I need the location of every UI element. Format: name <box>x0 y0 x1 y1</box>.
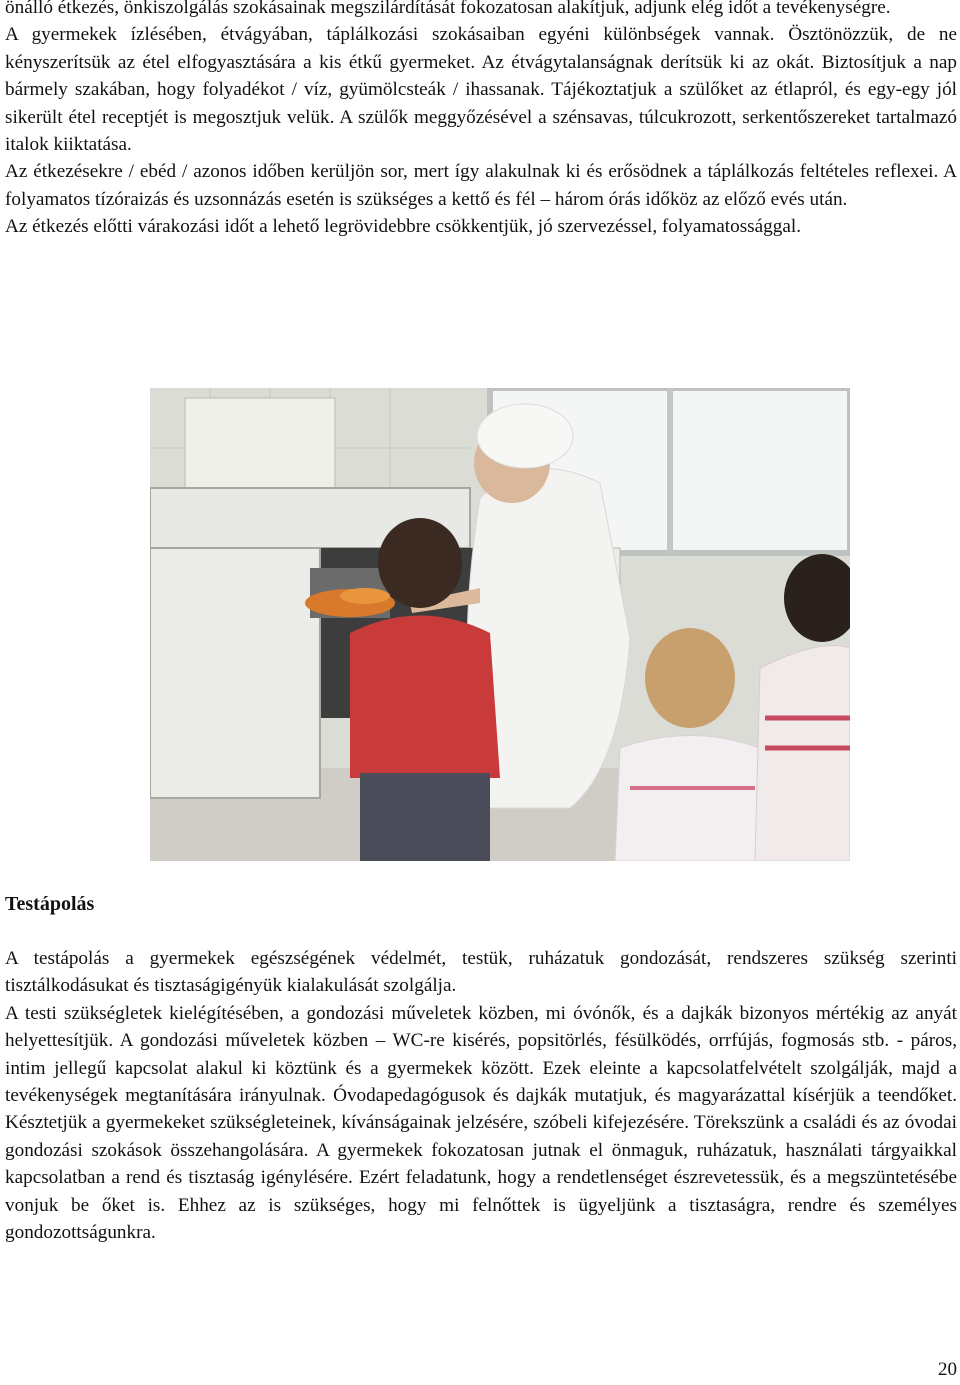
paragraph: önálló étkezés, önkiszolgálás szokásainak megszilárdítását fokozatosan alakítjuk, adjunk elég időt a tevékenységre. <box>5 0 891 18</box>
paragraph: Az étkezés előtti várakozási időt a lehető legrövidebbre csökkentjük, jó szervezéssel, folyamatossággal. <box>5 216 801 238</box>
page-number: 20 <box>938 1359 957 1380</box>
section-heading: Testápolás <box>5 893 95 915</box>
top-text-block <box>5 0 957 241</box>
paragraph: A testápolás a gyermekek egészségének védelmét, testük, ruházatuk gondozását, rendszeres szükség szerinti tisztálkodásukat és tisztaságigényük kialakulását szolgálja. <box>5 948 957 997</box>
paragraph: A testi szükségletek kielégítésében, a gondozási műveletek közben, mi óvónők, és a dajkák bizonyos mértékig az anyát helyettesítjük. A gondozási műveletek közben – WC-re kisérés, popsitörlés, fésülködés, orrfújás, fogmosás stb. - páros, intim jellegű kapcsolat alakul ki köztünk és a gyermekek között. Ezek eleinte a kapcsolatfelvételt szolgálják, majd a tevékenységek megtanítására irányulnak. Óvodapedagógusok és dajkák mutatjuk, és magyarázattal kísérjük a teendőket. Késztetjük a gyermekeket szükségleteinek, kívánságainak jelzésére, szóbeli kifejezésére. Törekszünk a családi és az óvodai gondozási szokások összehangolására. A gyermekek fokozatosan jutnak el önmaguk, ruházatuk, használati tárgyaikkal kapcsolatban a rend és tisztaság igénylésére. Ezért feladatunk, hogy a rendetlenséget észrevetessük, és a megszüntetésébe vonjuk be őket is. Ehhez az is szükséges, hogy mi felnőttek is ügyeljünk a tisztaságra, rendre és személyes gondozottságunkra. <box>5 1002 957 1244</box>
kitchen-photo <box>150 388 850 861</box>
body-text-block <box>5 945 957 1246</box>
paragraph: Az étkezésekre / ebéd / azonos időben kerüljön sor, mert így alakulnak ki és erősödnek a táplálkozás feltételes reflexei. A folyamatos tízóraizás és uzsonnázás esetén is szükséges a kettő és fél – három órás időköz az előző evés után. <box>5 161 957 210</box>
paragraph: A gyermekek ízlésében, étvágyában, táplálkozási szokásaiban egyéni különbségek vannak. Ösztönözzük, de ne kényszerítsük az étel elfogyasztására a kis étkű gyermeket. Az étvágytalanságnak derítsük ki az okát. Biztosítjuk a nap bármely szakában, hogy folyadékot / víz, gyümölcsteák / ihassanak. Tájékoztatjuk a szülőket az étlapról, és egy-egy jól sikerült étel receptjét is megosztjuk velük. A szülők meggyőzésével a szénsavas, túlcukrozott, serkentőszereket tartalmazó italok kiiktatása. <box>5 24 957 156</box>
